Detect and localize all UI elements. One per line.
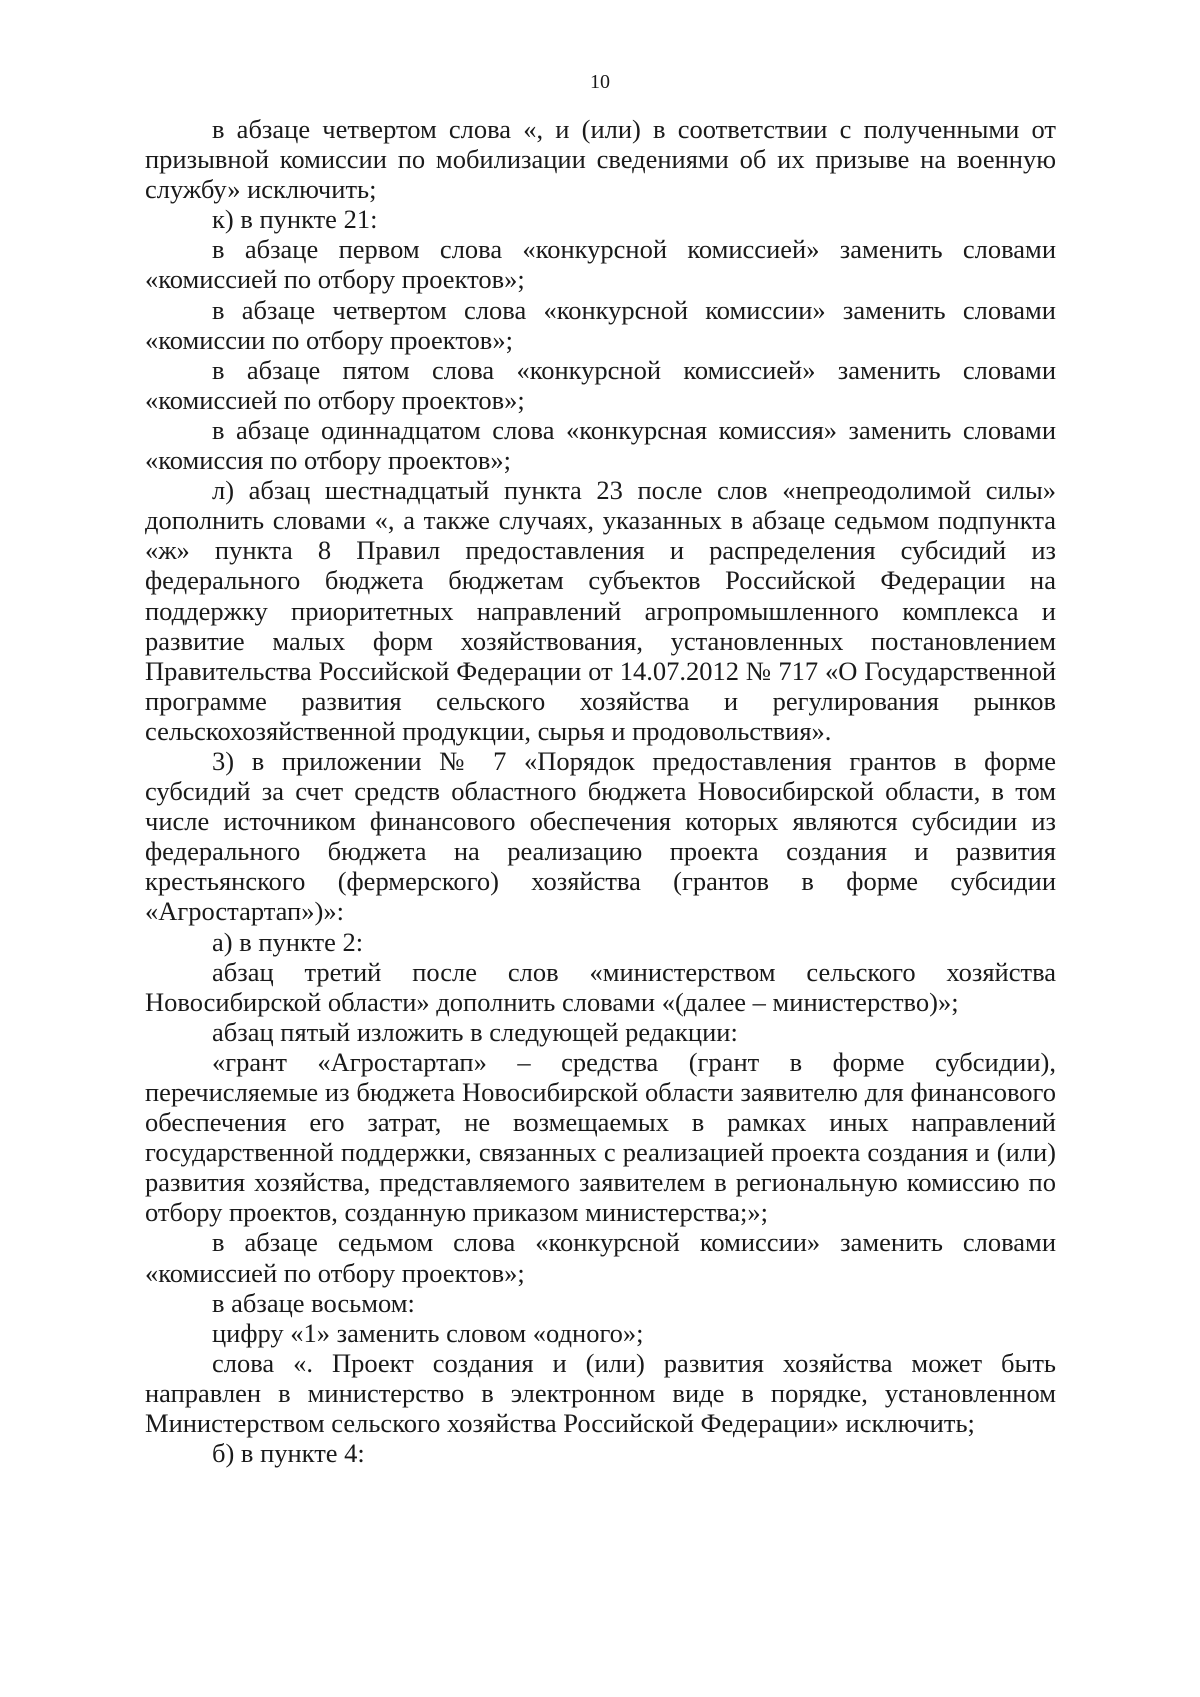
paragraph: в абзаце восьмом: — [212, 1287, 415, 1318]
paragraph: абзац пятый изложить в следующей редакции: — [212, 1016, 738, 1047]
document-body — [145, 114, 1056, 1468]
paragraph: в абзаце четвертом слова «, и (или) в соответствии с полученными от призывной комиссии по мобилизации сведениями об их призыве на военную службу» исключить; — [145, 114, 1056, 205]
paragraph: в абзаце четвертом слова «конкурсной комиссии» заменить словами «комиссии по отбору проектов»; — [145, 294, 1056, 355]
paragraph: в абзаце одиннадцатом слова «конкурсная комиссия» заменить словами «комиссия по отбору проектов»; — [145, 414, 1056, 476]
paragraph: 3) в приложении № 7 «Порядок предоставления грантов в форме субсидий за счет средств областного бюджета Новосибирской области, в том числе источником финансового обеспечения которых являются субсидии из федерального бюджета на реализацию проекта создания и развития крестьянского (фермерского) хозяйства (грантов в форме субсидии «Агростартап»)»: — [145, 745, 1056, 927]
paragraph: а) в пункте 2: — [212, 926, 364, 957]
paragraph: л) абзац шестнадцатый пункта 23 после слов «непреодолимой силы» дополнить словами «, а также случаях, указанных в абзаце седьмом подпункта «ж» пункта 8 Правил предоставления и распределения субсидий из федерального бюджета бюджетам субъектов Российской Федерации на поддержку приоритетных направлений агропромышленного комплекса и развитие малых форм хозяйствования, установленных постановлением Правительства Российской Федерации от 14.07.2012 № 717 «О Государственной программе развития сельского хозяйства и регулирования рынков сельскохозяйственной продукции, сырья и продовольствия». — [145, 475, 1056, 746]
paragraph: слова «. Проект создания и (или) развития хозяйства может быть направлен в министерство в электронном виде в порядке, установленном Министерством сельского хозяйства Российской Федерации» исключить; — [145, 1347, 1056, 1439]
paragraph: «грант «Агростартап» – средства (грант в форме субсидии), перечисляемые из бюджета Новосибирской области заявителю для финансового обеспечения его затрат, не возмещаемых в рамках иных направлений государственной поддержки, связанных с реализацией проекта создания и (или) развития хозяйства, представляемого заявителем в региональную комиссию по отбору проектов, созданную приказом министерства;»; — [145, 1046, 1056, 1228]
paragraph: в абзаце пятом слова «конкурсной комиссией» заменить словами «комиссией по отбору проектов»; — [145, 354, 1056, 415]
paragraph: в абзаце первом слова «конкурсной комиссией» заменить словами «комиссией по отбору проектов»; — [145, 234, 1056, 295]
paragraph: в абзаце седьмом слова «конкурсной комиссии» заменить словами «комиссией по отбору проектов»; — [145, 1227, 1056, 1288]
paragraph: цифру «1» заменить словом «одного»; — [212, 1317, 644, 1348]
paragraph: абзац третий после слов «министерством сельского хозяйства Новосибирской области» дополнить словами «(далее – министерство)»; — [145, 956, 1056, 1017]
paragraph: к) в пункте 21: — [212, 204, 378, 235]
paragraph: б) в пункте 4: — [212, 1438, 365, 1469]
page-number: 10 — [590, 71, 610, 93]
